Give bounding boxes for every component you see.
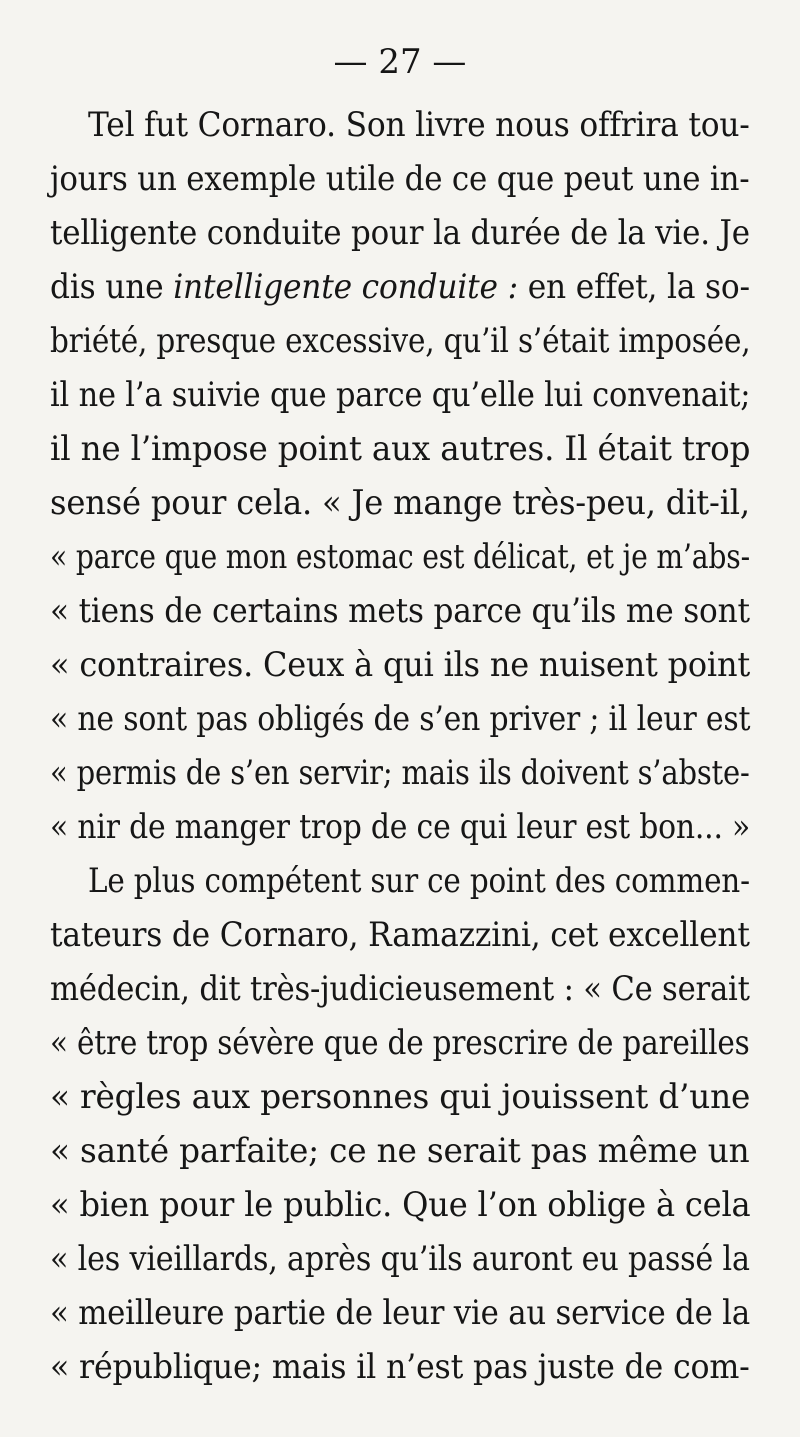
text-line: « être trop sévère que de prescrire de pareilles: [50, 1023, 750, 1062]
text-line: « nir de manger trop de ce qui leur est bon... »: [50, 807, 751, 846]
text-line-start: dis une: [50, 267, 174, 306]
text-line: telligente conduite pour la durée de la vie. Je: [50, 213, 750, 252]
text-line-end: en effet, la so-: [517, 267, 750, 306]
text-line: Le plus compétent sur ce point des commen-: [88, 861, 750, 900]
text-line: « règles aux personnes qui jouissent d’une: [50, 1077, 751, 1116]
text-line: il ne l’impose point aux autres. Il était trop: [50, 429, 751, 468]
text-line: « tiens de certains mets parce qu’ils me sont: [50, 591, 750, 630]
text-line: Tel fut Cornaro. Son livre nous offrira tou-: [88, 105, 750, 144]
text-line: « république; mais il n’est pas juste de com-: [50, 1347, 750, 1386]
text-line: « bien pour le public. Que l’on oblige à cela: [50, 1185, 751, 1224]
text-line: jours un exemple utile de ce que peut une in-: [50, 159, 750, 198]
text-line: « contraires. Ceux à qui ils ne nuisent point: [50, 645, 750, 684]
text-line: médecin, dit très-judicieusement : « Ce serait: [50, 969, 750, 1008]
text-line: sensé pour cela. « Je mange très-peu, dit-il,: [50, 483, 750, 522]
text-line: briété, presque excessive, qu’il s’était imposée,: [50, 321, 751, 360]
text-line: « parce que mon estomac est délicat, et je m’abs-: [50, 537, 750, 576]
text-line: « permis de s’en servir; mais ils doivent s’abste-: [50, 753, 750, 792]
text-line: il ne l’a suivie que parce qu’elle lui convenait;: [50, 375, 751, 414]
text-line: « ne sont pas obligés de s’en priver ; il leur est: [50, 699, 751, 738]
text-line: « meilleure partie de leur vie au service de la: [50, 1293, 750, 1332]
page-number: — 27 —: [333, 42, 467, 82]
text-line: « santé parfaite; ce ne serait pas même un: [50, 1131, 750, 1170]
text-line: [50, 260, 750, 314]
text-line: « les vieillards, après qu’ils auront eu passé la: [50, 1239, 750, 1278]
italic-phrase: intelligente conduite :: [173, 267, 518, 306]
text-line: tateurs de Cornaro, Ramazzini, cet excellent: [50, 915, 750, 954]
